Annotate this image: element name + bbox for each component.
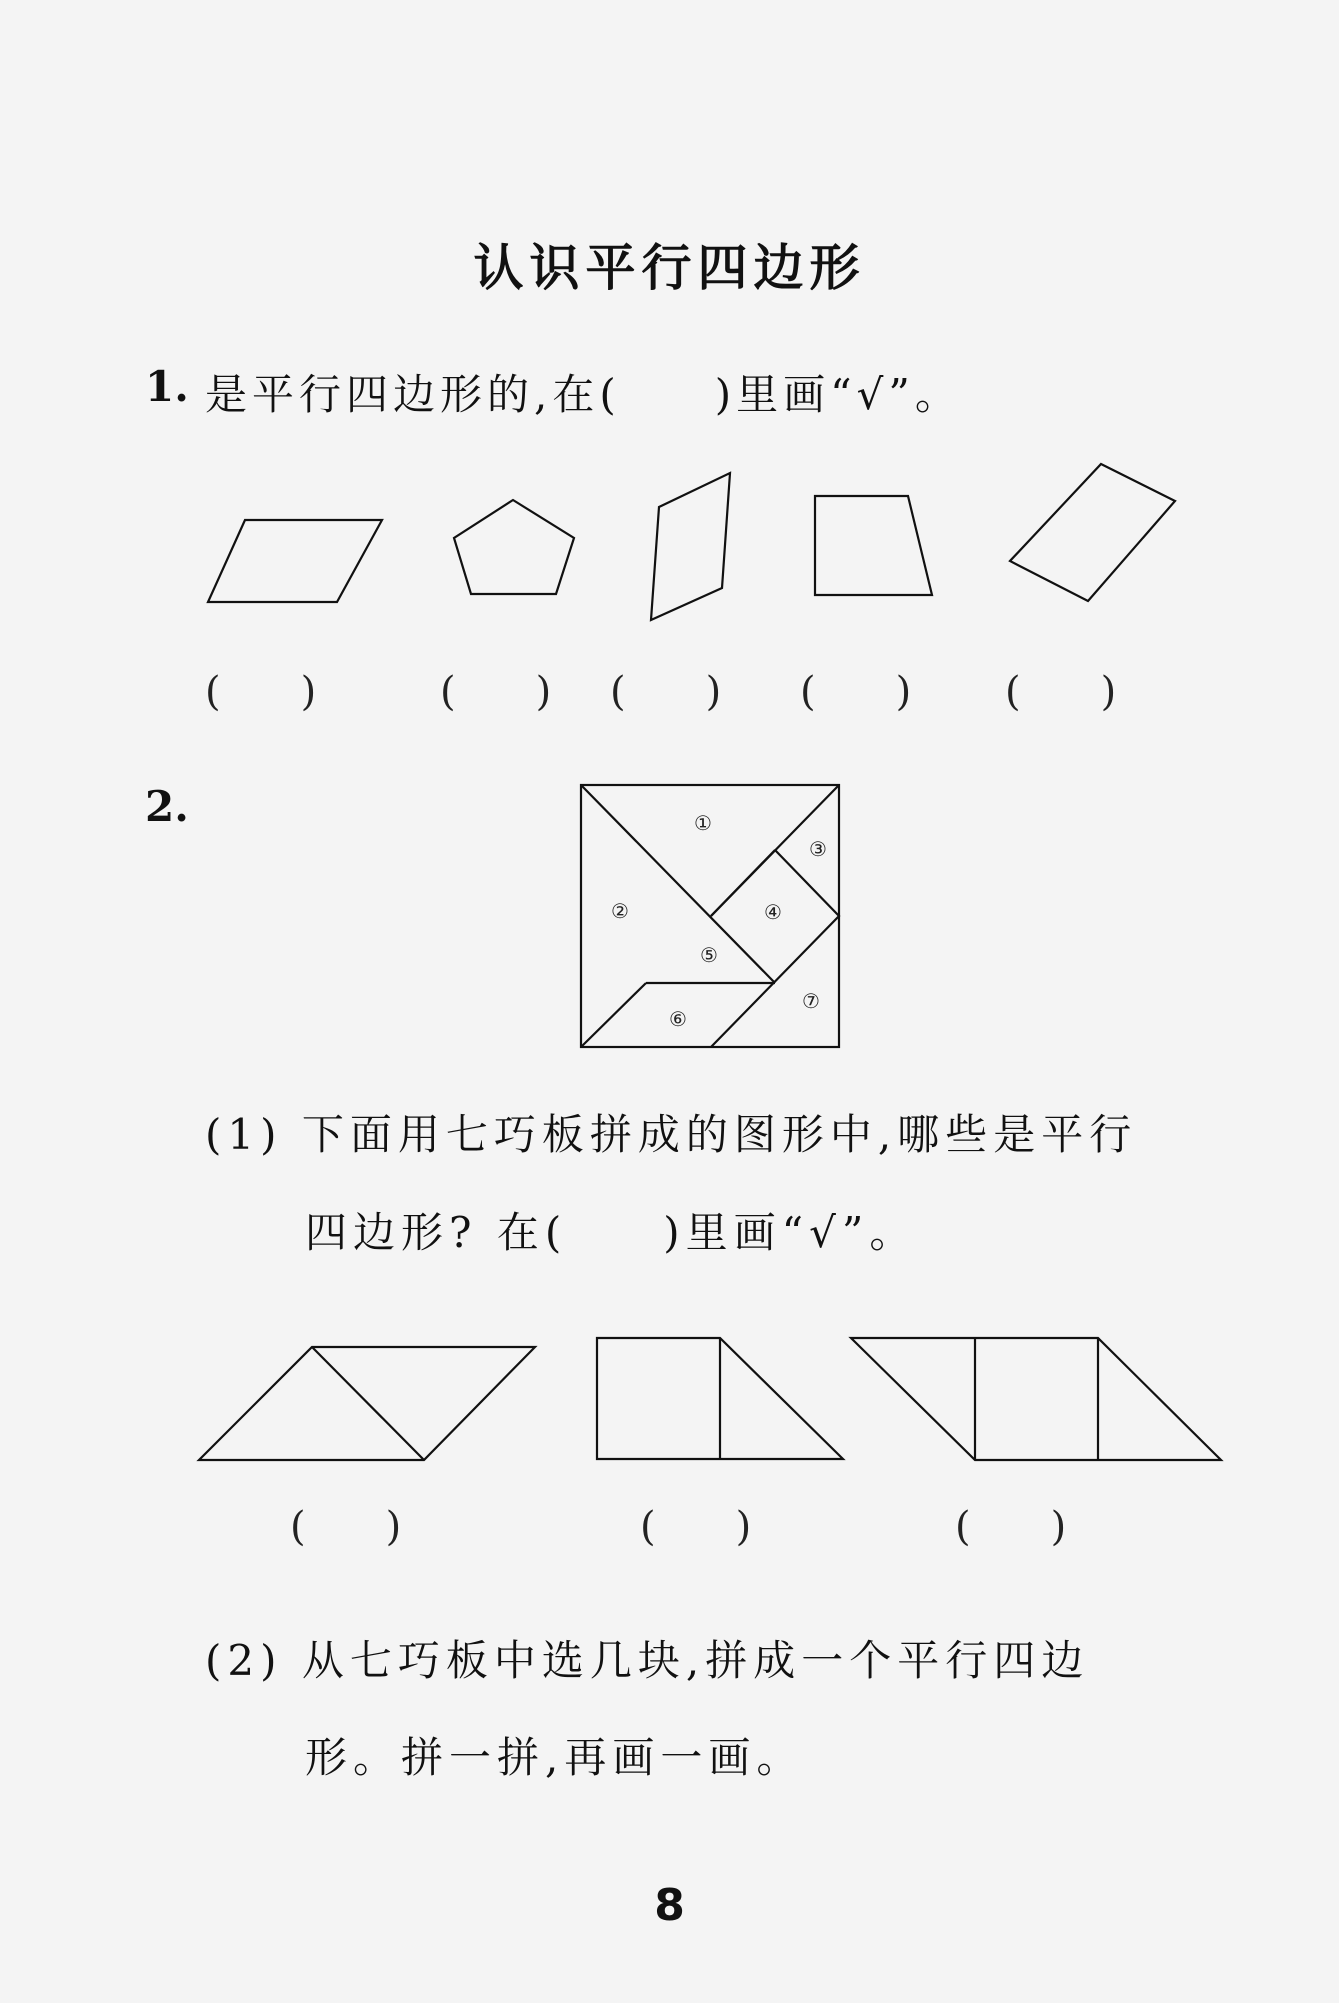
tangram-label-6: ⑥: [669, 1007, 687, 1031]
composite-shape-1: [199, 1347, 535, 1460]
shape-rhombus: [1010, 464, 1175, 601]
answer-blank[interactable]: ( ): [290, 1504, 402, 1550]
answer-blank[interactable]: ( ): [800, 669, 912, 715]
answer-blank[interactable]: ( ): [205, 669, 317, 715]
page-title: 认识平行四边形: [473, 239, 866, 297]
answer-blank[interactable]: ( ): [955, 1504, 1067, 1550]
tangram-label-2: ②: [611, 899, 629, 923]
subquestion-2-line-2: 形。拼一拼,再画一画。: [305, 1733, 805, 1782]
answer-blank[interactable]: ( ): [610, 669, 722, 715]
shape-tilted-quadrilateral: [651, 473, 730, 620]
question-2-number: 2.: [145, 782, 189, 831]
question-1-number: 1.: [145, 362, 189, 411]
tangram-label-3: ③: [809, 837, 827, 861]
answer-blank[interactable]: ( ): [640, 1504, 752, 1550]
subquestion-1-line-2: 四边形? 在( )里画“√”。: [305, 1208, 918, 1257]
shape-pentagon: [454, 500, 574, 594]
answer-blank[interactable]: ( ): [1005, 669, 1117, 715]
tangram-label-5: ⑤: [700, 943, 718, 967]
composite-shape-2: [597, 1338, 843, 1459]
tangram-label-7: ⑦: [802, 989, 820, 1013]
page-number: 8: [654, 1880, 685, 1931]
shape-trapezoid: [815, 496, 932, 595]
subquestion-1-line-1: (1) 下面用七巧板拼成的图形中,哪些是平行: [205, 1110, 1138, 1159]
tangram-label-4: ④: [764, 900, 782, 924]
composite-shape-3: [851, 1338, 1221, 1460]
subquestion-2-line-1: (2) 从七巧板中选几块,拼成一个平行四边: [205, 1636, 1090, 1685]
question-1-text: 是平行四边形的,在( )里画“√”。: [205, 370, 962, 419]
tangram-label-1: ①: [694, 811, 712, 835]
answer-blank[interactable]: ( ): [440, 669, 552, 715]
shape-parallelogram: [208, 520, 382, 602]
